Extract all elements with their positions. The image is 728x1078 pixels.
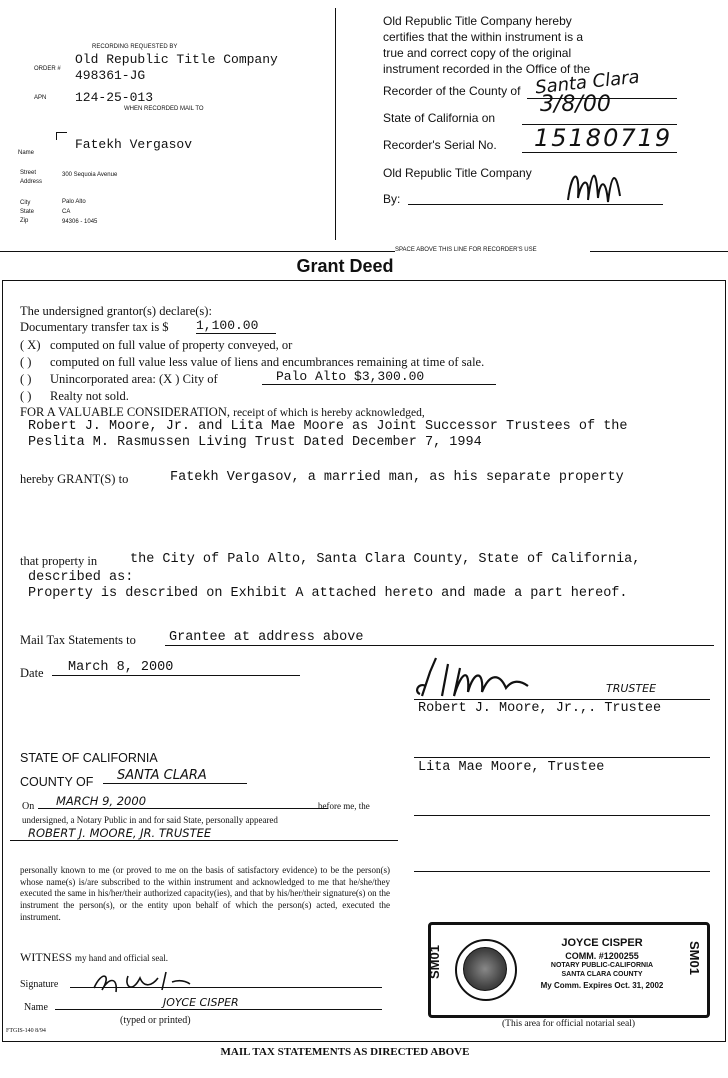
sig-line-4 [414, 871, 710, 872]
signature-label: Signature [20, 979, 59, 990]
notary-name-hand: JOYCE CISPER [55, 996, 382, 1010]
seal-name: JOYCE CISPER [561, 937, 643, 949]
seal-comm: COMM. #1200255 [565, 951, 639, 961]
cert-line-2: certifies that the within instrument is a [383, 30, 584, 44]
certifier-signature [560, 160, 630, 210]
trustee-hand-label: TRUSTEE [606, 682, 657, 695]
option-3 [20, 372, 218, 387]
document-title: Grant Deed [296, 256, 394, 276]
zip-value: 94306 - 1045 [62, 219, 98, 225]
property-value: the City of Palo Alto, Santa Clara County, State of California, [130, 552, 641, 567]
mail-tax-value: Grantee at address above [165, 630, 714, 646]
space-line-left [0, 251, 395, 252]
witness-rest: my hand and official seal. [75, 953, 169, 963]
order-number: 498361-JG [75, 68, 146, 83]
form-code: FTGIS-140 8/94 [6, 1028, 46, 1034]
street-value: 300 Sequoia Avenue [62, 172, 118, 178]
consideration-lead: FOR A VALUABLE CONSIDERATION, [20, 405, 230, 419]
notary-undersigned: undersigned, a Notary Public in and for said State, personally appeared [22, 815, 278, 825]
seal-emblem [455, 939, 517, 1001]
apn-value: 124-25-013 [75, 90, 154, 105]
cert-company: Old Republic Title Company [383, 166, 532, 180]
property-label: that property in [20, 554, 98, 568]
recorder-county-hand: Santa Clara [534, 66, 641, 99]
state-on-label: State of California on [383, 111, 496, 125]
tax-label: Documentary transfer tax is $ [20, 320, 169, 334]
option-1-label: computed on full value of property conveyed, or [50, 338, 293, 352]
notary-on-date: MARCH 9, 2000 [38, 794, 328, 809]
seal-expires: My Comm. Expires Oct. 31, 2002 [540, 981, 664, 990]
declare-line: The undersigned grantor(s) declare(s): [20, 304, 212, 318]
trustee-2-printed: Lita Mae Moore, Trustee [418, 760, 605, 775]
option-1 [20, 338, 292, 353]
recorder-county-label: Recorder of the County of [383, 84, 521, 98]
order-label: ORDER # [34, 66, 61, 72]
apn-label: APN [34, 95, 47, 101]
cert-line-4: instrument recorded in the Office of the [383, 62, 591, 76]
option-4 [20, 389, 129, 404]
state-label: State [20, 209, 35, 215]
name-label: Name [18, 150, 35, 156]
witness-label: WITNESS [20, 950, 72, 964]
recording-requested-label: RECORDING REQUESTED BY [92, 44, 178, 50]
by-label: By: [383, 192, 401, 206]
grant-label: hereby GRANT(S) to [20, 472, 129, 486]
space-line-right [590, 251, 728, 252]
grantee-value: Fatekh Vergasov, a married man, as his separate property [170, 470, 624, 485]
official-seal-area: (This area for official notarial seal) [502, 1019, 636, 1029]
described-as: described as: [28, 570, 134, 585]
appeared-hand: ROBERT J. MOORE, JR. TRUSTEE [10, 826, 398, 841]
zip-label: Zip [20, 218, 29, 224]
mail-to-label: WHEN RECORDED MAIL TO [124, 106, 204, 112]
serial-label: Recorder's Serial No. [383, 138, 497, 152]
option-3-value: Palo Alto $3,300.00 [262, 369, 496, 385]
mail-to-name: Fatekh Vergasov [75, 137, 193, 152]
grantors-line-1: Robert J. Moore, Jr. and Lita Mae Moore as Joint Successor Trustees of the [28, 419, 628, 434]
serial-hand: 15180719 [534, 124, 673, 152]
consideration-line [20, 405, 425, 420]
before-me: before me, the [318, 801, 370, 811]
street-label: Street [20, 170, 37, 176]
notary-on-label: On [22, 801, 35, 812]
tax-value: 1,100.00 [196, 318, 276, 334]
state-date-hand: 3/8/00 [540, 92, 611, 117]
recording-company: Old Republic Title Company [75, 52, 278, 67]
notary-signature [88, 966, 198, 996]
exhibit-line: Property is described on Exhibit A attached hereto and made a part hereof. [28, 586, 628, 601]
option-4-box[interactable]: ( ) [20, 389, 32, 403]
option-2-label: computed on full value less value of liens and encumbrances remaining at time of sale. [50, 355, 485, 369]
trustee-1-printed: Robert J. Moore, Jr.,. Trustee [418, 701, 662, 716]
notary-county-label: COUNTY OF [20, 775, 94, 789]
sig-line-2 [414, 757, 710, 758]
acknowledgment-text: personally known to me (or proved to me on the basis of satisfactory evidence) to be the person(s) whose name(s) is/are subscribed to the within instrument and acknowledged to me that he/she/they executed the same in his/her/their authorized capacity(ies), and that by his/her/their signature(s) on the instrument the person(s), or the entity upon behalf of which the person(s) acted, executed the instrument. [20, 865, 390, 922]
seal-county: SANTA CLARA COUNTY [561, 971, 643, 978]
state-value: CA [62, 209, 71, 215]
option-2 [20, 355, 484, 370]
city-label: City [20, 200, 31, 206]
bracket-mark [56, 132, 67, 140]
cert-line-3: true and correct copy of the original [383, 46, 572, 60]
witness-line [20, 950, 168, 965]
address-label: Address [20, 179, 43, 185]
date-value: March 8, 2000 [52, 660, 300, 676]
footer-directive: MAIL TAX STATEMENTS AS DIRECTED ABOVE [220, 1046, 470, 1058]
typed-printed: (typed or printed) [120, 1015, 191, 1026]
option-4-label: Realty not sold. [50, 389, 129, 403]
notary-seal-stamp [428, 922, 710, 1018]
notary-state: STATE OF CALIFORNIA [20, 751, 158, 765]
grantors-line-2: Peslita M. Rasmussen Living Trust Dated December 7, 1994 [28, 435, 482, 450]
option-2-box[interactable]: ( ) [20, 355, 32, 369]
cert-line-1: Old Republic Title Company hereby [383, 14, 572, 28]
signature-line [70, 987, 382, 988]
name-label: Name [24, 1002, 48, 1013]
city-value: Palo Alto [62, 199, 86, 205]
notary-county-hand: SANTA CLARA [103, 768, 247, 784]
serial-line [522, 152, 677, 153]
option-1-box[interactable]: ( X) [20, 338, 41, 352]
seal-left-code: SM01 [427, 945, 442, 979]
date-label: Date [20, 666, 44, 680]
trustee-signature-1 [408, 652, 568, 702]
option-3-box[interactable]: ( ) [20, 372, 32, 386]
consideration-rest: receipt of which is hereby acknowledged, [233, 407, 425, 419]
state-seal-icon [463, 947, 507, 991]
header-divider [335, 8, 336, 240]
seal-right-code: SM01 [687, 941, 702, 975]
space-above-label: SPACE ABOVE THIS LINE FOR RECORDER'S USE [395, 247, 537, 253]
sig-line-1 [414, 699, 710, 700]
sig-line-3 [414, 815, 710, 816]
mail-tax-label: Mail Tax Statements to [20, 633, 136, 647]
seal-title: NOTARY PUBLIC-CALIFORNIA [550, 962, 654, 969]
option-3-label: Unincorporated area: (X ) City of [50, 372, 218, 386]
